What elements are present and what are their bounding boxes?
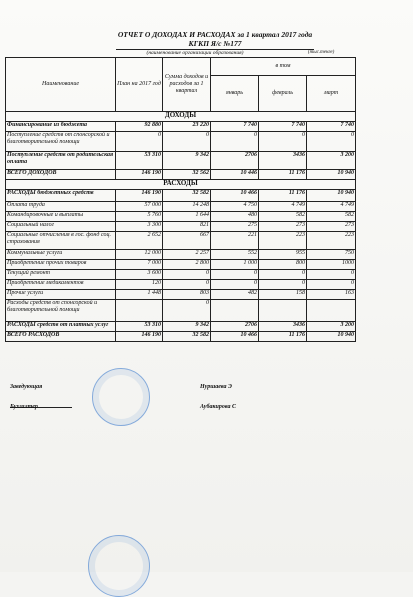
column-header-incl: в том — [211, 58, 356, 76]
official-seal-top — [92, 368, 150, 426]
expense-8-m1-cell: 0 — [211, 280, 259, 290]
expense-9-m3-cell: 163 — [307, 290, 356, 300]
expense-7-m3-cell: 0 — [307, 270, 356, 280]
unit-label: (тыс.тенге) — [308, 50, 335, 55]
expense-5-m3-cell: 750 — [307, 250, 356, 260]
official-seal-bottom — [88, 535, 150, 597]
income-0-row — [6, 122, 356, 132]
expense-4-m1-cell: 221 — [211, 232, 259, 250]
report-title — [55, 30, 375, 50]
signature-name-head: Нуршаева Э — [200, 384, 232, 390]
expense-6-m3-cell: 1000 — [307, 260, 356, 270]
report-table — [5, 57, 356, 342]
income-2-m3-cell: 3 200 — [307, 152, 356, 170]
expense-0-name-cell: РАСХОДЫ бюджетных средств — [6, 190, 116, 202]
expense-3-sum-cell: 821 — [163, 222, 211, 232]
expense-9-name-cell: Прочие услуги — [6, 290, 116, 300]
expense-9-row — [6, 290, 356, 300]
expense-0-plan-cell: 146 190 — [116, 190, 163, 202]
organization-caption: (наименование организации образования) — [146, 50, 244, 56]
expense-2-sum-cell: 1 644 — [163, 212, 211, 222]
expense-1-m2-cell: 4 749 — [259, 202, 307, 212]
expense-10-name-cell: Расходы средств от спонсорской и благотворительной помощи — [6, 300, 116, 322]
expense-12-sum-cell: 32 582 — [163, 332, 211, 342]
expense-2-m1-cell: 480 — [211, 212, 259, 222]
expense-10-plan-cell — [116, 300, 163, 322]
expense-6-m2-cell: 800 — [259, 260, 307, 270]
expense-5-plan-cell: 12 000 — [116, 250, 163, 260]
income-0-m3-cell: 7 740 — [307, 122, 356, 132]
expense-1-m3-cell: 4 749 — [307, 202, 356, 212]
column-header-plan: План на 2017 год — [116, 58, 163, 112]
expense-5-sum-cell: 2 257 — [163, 250, 211, 260]
expense-11-name-cell: РАСХОДЫ средств от платных услуг — [6, 322, 116, 332]
income-0-name-cell: Финансирование из бюджета — [6, 122, 116, 132]
expense-6-m1-cell: 1 000 — [211, 260, 259, 270]
income-3-name-cell: ВСЕГО ДОХОДОВ — [6, 170, 116, 180]
income-2-sum-cell: 9 342 — [163, 152, 211, 170]
column-header-march: март — [307, 76, 356, 112]
column-header-january: январь — [211, 76, 259, 112]
expense-12-name-cell: ВСЕГО РАСХОДОВ — [6, 332, 116, 342]
expense-10-m3-cell — [307, 300, 356, 322]
column-header-february: февраль — [259, 76, 307, 112]
income-0-plan-cell: 92 880 — [116, 122, 163, 132]
income-1-name-cell: Поступление средств от спонсорской и благотворительной помощи — [6, 132, 116, 152]
income-2-name-cell: Поступление средств от родительская оплата — [6, 152, 116, 170]
expense-8-m3-cell: 0 — [307, 280, 356, 290]
expense-1-m1-cell: 4 750 — [211, 202, 259, 212]
expense-1-name-cell: Оплата труда — [6, 202, 116, 212]
expense-6-name-cell: Приобретение прочих товаров — [6, 260, 116, 270]
expense-7-m2-cell: 0 — [259, 270, 307, 280]
income-3-m2-cell: 11 176 — [259, 170, 307, 180]
expense-0-row — [6, 190, 356, 202]
income-1-m3-cell: 0 — [307, 132, 356, 152]
section-expense-heading: РАСХОДЫ — [6, 180, 356, 190]
expense-3-plan-cell: 3 300 — [116, 222, 163, 232]
expense-3-name-cell: Социальный налог — [6, 222, 116, 232]
income-2-plan-cell: 53 310 — [116, 152, 163, 170]
expense-3-m3-cell: 273 — [307, 222, 356, 232]
expense-10-sum-cell: 0 — [163, 300, 211, 322]
income-3-plan-cell: 146 190 — [116, 170, 163, 180]
income-0-m2-cell: 7 740 — [259, 122, 307, 132]
expense-9-sum-cell: 803 — [163, 290, 211, 300]
income-3-sum-cell: 32 562 — [163, 170, 211, 180]
expense-4-name-cell: Социальные отчисления в гос. фонд соц. страхования — [6, 232, 116, 250]
expense-11-m1-cell: 2706 — [211, 322, 259, 332]
income-2-m1-cell: 2706 — [211, 152, 259, 170]
expense-9-plan-cell: 1 448 — [116, 290, 163, 300]
expense-7-row — [6, 270, 356, 280]
expense-5-m2-cell: 955 — [259, 250, 307, 260]
expense-0-m1-cell: 10 466 — [211, 190, 259, 202]
income-3-m1-cell: 10 446 — [211, 170, 259, 180]
expense-1-sum-cell: 14 248 — [163, 202, 211, 212]
expense-12-plan-cell: 146 190 — [116, 332, 163, 342]
expense-12-m3-cell: 10 940 — [307, 332, 356, 342]
expense-8-plan-cell: 120 — [116, 280, 163, 290]
signature-role-accountant: Бухгалтер — [10, 404, 38, 410]
income-3-m3-cell: 10 940 — [307, 170, 356, 180]
expense-2-m3-cell: 582 — [307, 212, 356, 222]
expense-4-plan-cell: 2 652 — [116, 232, 163, 250]
expense-3-m2-cell: 273 — [259, 222, 307, 232]
expense-6-sum-cell: 2 800 — [163, 260, 211, 270]
expense-8-name-cell: Приобретение медикаментов — [6, 280, 116, 290]
expense-7-sum-cell: 0 — [163, 270, 211, 280]
income-3-row — [6, 170, 356, 180]
expense-5-name-cell: Коммунальные услуги — [6, 250, 116, 260]
expense-11-m2-cell: 3436 — [259, 322, 307, 332]
expense-4-m3-cell: 223 — [307, 232, 356, 250]
organization-name: КГКП Я/с №177 — [116, 39, 314, 50]
expense-2-m2-cell: 582 — [259, 212, 307, 222]
column-header-name: Наименование — [6, 58, 116, 112]
income-0-sum-cell: 23 220 — [163, 122, 211, 132]
expense-11-m3-cell: 3 200 — [307, 322, 356, 332]
report-title-text: ОТЧЕТ О ДОХОДАХ И РАСХОДАХ за 1 квартал 2017 года — [117, 30, 313, 39]
income-1-m1-cell: 0 — [211, 132, 259, 152]
expense-6-row — [6, 260, 356, 270]
expense-9-m2-cell: 158 — [259, 290, 307, 300]
expense-4-sum-cell: 667 — [163, 232, 211, 250]
income-1-plan-cell: 0 — [116, 132, 163, 152]
expense-3-row — [6, 222, 356, 232]
expense-10-row — [6, 300, 356, 322]
expense-0-sum-cell: 32 582 — [163, 190, 211, 202]
expense-11-row — [6, 322, 356, 332]
expense-1-row — [6, 202, 356, 212]
expense-8-m2-cell: 0 — [259, 280, 307, 290]
expense-1-plan-cell: 57 000 — [116, 202, 163, 212]
income-2-m2-cell: 3436 — [259, 152, 307, 170]
expense-12-row — [6, 332, 356, 342]
expense-11-plan-cell: 53 310 — [116, 322, 163, 332]
signature-name-accountant: Аубакирова С — [200, 404, 236, 410]
expense-6-plan-cell: 7 000 — [116, 260, 163, 270]
expense-8-row — [6, 280, 356, 290]
expense-11-sum-cell: 9 342 — [163, 322, 211, 332]
expense-8-sum-cell: 0 — [163, 280, 211, 290]
expense-2-row — [6, 212, 356, 222]
expense-2-plan-cell: 5 760 — [116, 212, 163, 222]
expense-10-m1-cell — [211, 300, 259, 322]
expense-5-m1-cell: 552 — [211, 250, 259, 260]
income-1-row — [6, 132, 356, 152]
expense-7-m1-cell: 0 — [211, 270, 259, 280]
expense-4-row — [6, 232, 356, 250]
income-1-sum-cell: 0 — [163, 132, 211, 152]
expense-2-name-cell: Командировочные и выплаты — [6, 212, 116, 222]
expense-4-m2-cell: 223 — [259, 232, 307, 250]
expense-7-plan-cell: 3 600 — [116, 270, 163, 280]
expense-0-m2-cell: 11 176 — [259, 190, 307, 202]
expense-12-m2-cell: 11 176 — [259, 332, 307, 342]
section-income-heading: ДОХОДЫ — [6, 112, 356, 122]
income-0-m1-cell: 7 740 — [211, 122, 259, 132]
expense-9-m1-cell: 482 — [211, 290, 259, 300]
expense-7-name-cell: Текущий ремонт — [6, 270, 116, 280]
signature-role-head: Заведующая — [10, 384, 43, 390]
column-header-sum: Сумма доходов и расходов за 1 квартал — [163, 58, 211, 112]
expense-10-m2-cell — [259, 300, 307, 322]
expense-0-m3-cell: 10 940 — [307, 190, 356, 202]
expense-12-m1-cell: 10 466 — [211, 332, 259, 342]
income-1-m2-cell: 0 — [259, 132, 307, 152]
income-2-row — [6, 152, 356, 170]
expense-5-row — [6, 250, 356, 260]
expense-3-m1-cell: 275 — [211, 222, 259, 232]
